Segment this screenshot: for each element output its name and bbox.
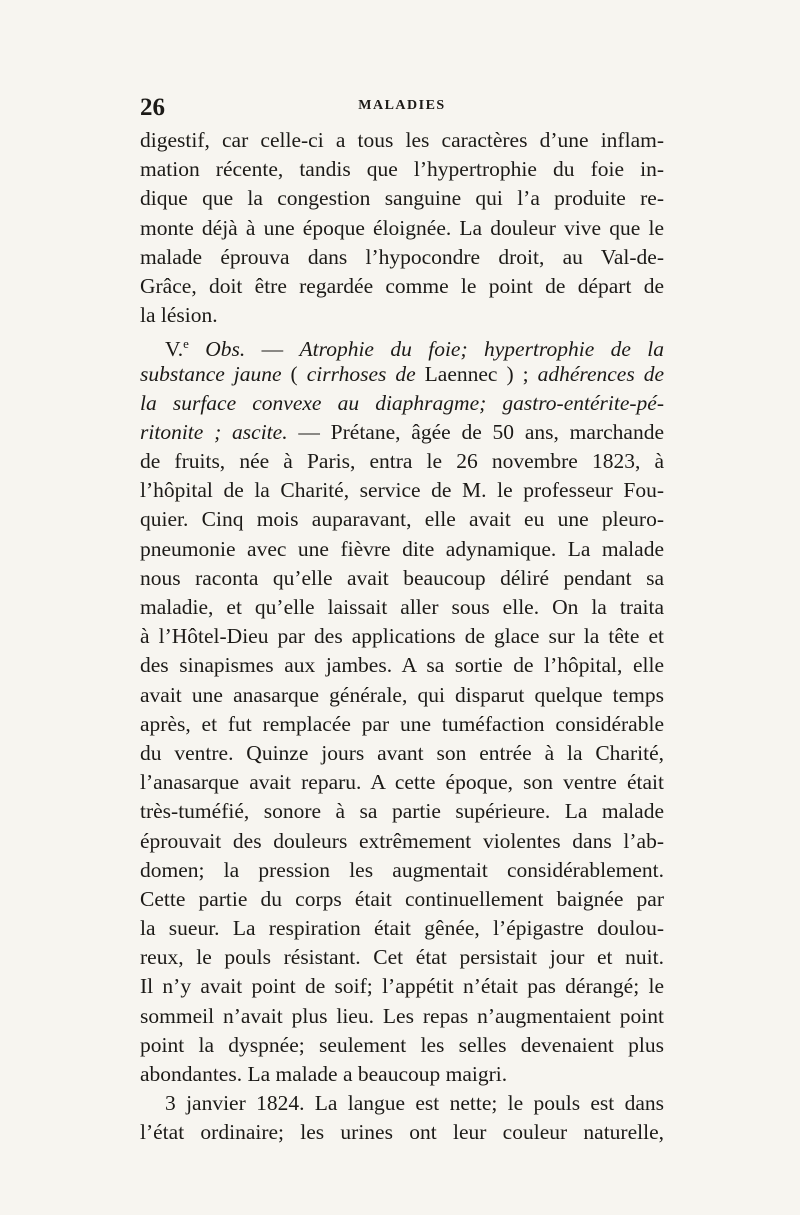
text-run: — (245, 337, 300, 362)
page-header (140, 95, 664, 121)
text-run: ( (281, 361, 307, 386)
text-line: monte déjà à une époque éloignée. La douleur vive que le (140, 215, 664, 240)
text-line: dique que la congestion sanguine qui l’a produite re- (140, 186, 664, 211)
text-line: nous raconta qu’elle avait beaucoup déliré pendant sa (140, 565, 664, 590)
text-line: la lésion. (140, 303, 218, 328)
text-run (189, 337, 205, 361)
italic-run: ritonite ; ascite. (140, 419, 288, 444)
text-line: Grâce, doit être regardée comme le point de départ de (140, 273, 664, 298)
text-line: l’état ordinaire; les urines ont leur couleur naturelle, (140, 1120, 664, 1145)
text-line: l’hôpital de la Charité, service de M. le professeur Fou- (140, 478, 664, 503)
italic-run: Obs. (205, 337, 246, 362)
text-line: malade éprouva dans l’hypocondre droit, au Val-de- (140, 244, 664, 269)
text-run: e (183, 337, 189, 352)
text-line: maladie, et qu’elle laissait aller sous elle. On la traita (140, 595, 664, 619)
text-line: point la dyspnée; seulement les selles devenaient plus (140, 1032, 664, 1057)
text-line: Cette partie du corps était continuellement baignée par (140, 886, 664, 911)
italic-run: Atrophie du foie; hypertrophie de la (299, 337, 665, 362)
text-line: très-tuméfié, sonore à sa partie supérieure. La malade (140, 799, 664, 824)
text-line: sommeil n’avait plus lieu. Les repas n’augmentaient point (140, 1003, 664, 1028)
text-line: à l’Hôtel-Dieu par des applications de glace sur la tête et (140, 624, 664, 649)
text-line: la sueur. La respiration était gênée, l’épigastre doulou- (140, 916, 664, 941)
body-text (140, 126, 664, 1148)
italic-run: cirrhoses de (306, 361, 416, 386)
italic-run: substance jaune (140, 361, 282, 386)
text-line: pneumonie avec une fièvre dite adynamique. La malade (140, 536, 664, 561)
text-line: abondantes. La malade a beaucoup maigri. (140, 1062, 508, 1086)
italic-run: la surface convexe au diaphragme; gastro-entérite-pé- (140, 390, 664, 415)
running-head: MALADIES (358, 98, 446, 113)
text-line: l’anasarque avait reparu. A cette époque, son ventre était (140, 770, 664, 795)
text-line: éprouvait des douleurs extrêmement violentes dans l’ab- (140, 828, 664, 853)
text-line: du ventre. Quinze jours avant son entrée à la Charité, (140, 740, 664, 765)
observation-heading-line (140, 360, 664, 389)
text-line: de fruits, née à Paris, entra le 26 novembre 1823, à (140, 449, 664, 474)
text-line: domen; la pression les augmentait considérablement. (140, 857, 664, 882)
text-run: Laennec ) ; (415, 361, 538, 386)
text-line: reux, le pouls résistant. Cet état persistait jour et nuit. (140, 945, 664, 970)
text-line: 3 janvier 1824. La langue est nette; le pouls est dans (165, 1091, 664, 1116)
italic-run: adhérences de (537, 361, 664, 386)
text-line: après, et fut remplacée par une tuméfaction considérable (140, 711, 664, 736)
text-run: V. (165, 337, 184, 362)
observation-heading-line (140, 418, 664, 447)
observation-heading-line (140, 389, 664, 418)
text-line: quier. Cinq mois auparavant, elle avait eu une pleuro- (140, 507, 664, 532)
page-number: 26 (140, 94, 165, 121)
text-line: des sinapismes aux jambes. A sa sortie de l’hôpital, elle (140, 653, 664, 678)
observation-heading-line (140, 330, 665, 362)
text-run: — Prétane, âgée de 50 ans, marchande (287, 419, 664, 444)
text-line: mation récente, tandis que l’hypertrophie du foie in- (140, 157, 664, 182)
text-line: digestif, car celle-ci a tous les caractères d’une inflam- (140, 128, 664, 152)
text-line: avait une anasarque générale, qui disparut quelque temps (140, 682, 664, 707)
text-line: Il n’y avait point de soif; l’appétit n’était pas dérangé; le (140, 974, 664, 999)
